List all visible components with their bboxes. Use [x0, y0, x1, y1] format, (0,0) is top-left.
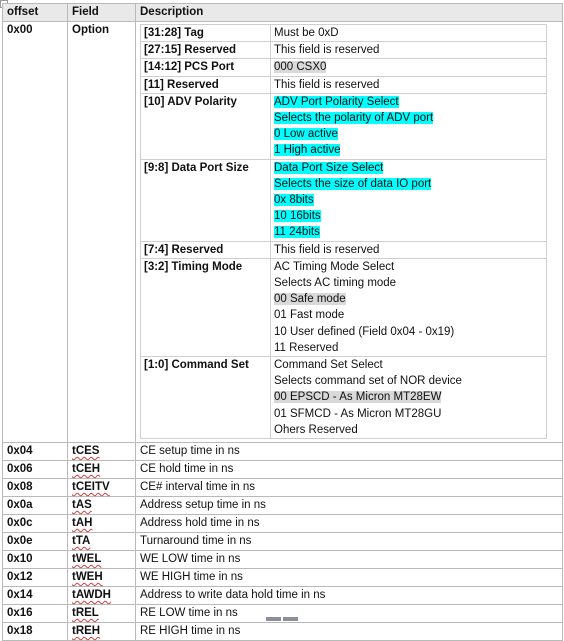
option-row — [3, 22, 563, 443]
timing-field — [68, 497, 136, 515]
timing-offset: 0x16 — [3, 605, 68, 623]
bitfield-description-line — [274, 59, 543, 75]
bitfield-description-line — [274, 208, 543, 224]
bitfield-row — [141, 357, 547, 439]
description-header: Description — [136, 4, 563, 22]
timing-offset: 0x0e — [3, 533, 68, 551]
bitfield-description-line — [274, 406, 543, 422]
timing-row-treh — [3, 623, 563, 641]
timing-row-tceh — [3, 461, 563, 479]
timing-offset: 0x18 — [3, 623, 68, 641]
timing-description: RE LOW time in ns — [136, 605, 563, 623]
bitfield-description-line — [274, 110, 543, 126]
timing-field — [68, 623, 136, 641]
timing-description: WE LOW time in ns — [136, 551, 563, 569]
bitfield-description-line — [274, 373, 543, 389]
bitfield-description-text: 11 24bits — [274, 226, 320, 239]
timing-offset: 0x12 — [3, 569, 68, 587]
option-offset: 0x00 — [3, 22, 68, 443]
bitfield-description-line — [274, 307, 543, 323]
timing-description: Address setup time in ns — [136, 497, 563, 515]
bitfield-name: [7:4] Reserved — [141, 241, 271, 258]
timing-field-text: tCES — [72, 445, 100, 458]
bitfield-name: [27:15] Reserved — [141, 42, 271, 59]
bitfield-row — [141, 241, 547, 258]
timing-field — [68, 605, 136, 623]
bitfield-description-line — [274, 94, 543, 110]
bitfield-description-text: 10 16bits — [274, 210, 321, 223]
timing-description: RE HIGH time in ns — [136, 623, 563, 641]
timing-field-text: tAS — [72, 499, 92, 512]
timing-description: CE# interval time in ns — [136, 479, 563, 497]
bitfield-description-text: 000 CSX0 — [274, 61, 327, 74]
timing-field — [68, 443, 136, 461]
option-bitfield-table — [140, 24, 547, 439]
timing-field-text: tREL — [72, 607, 99, 620]
timing-field-text: tCEH — [72, 463, 101, 476]
bitfield-name: [3:2] Timing Mode — [141, 258, 271, 356]
timing-offset: 0x06 — [3, 461, 68, 479]
bitfield-description-line — [274, 357, 543, 373]
bitfield-name: [10] ADV Polarity — [141, 93, 271, 159]
bitfield-description-line — [274, 340, 543, 356]
timing-description: Turnaround time in ns — [136, 533, 563, 551]
bitfield-description-text: Selects the size of data IO port — [274, 177, 432, 190]
bitfield-description — [271, 25, 547, 42]
bitfield-description — [271, 42, 547, 59]
bitfield-description-text: 0 Low active — [274, 128, 338, 141]
timing-field-text: tREH — [72, 625, 101, 638]
bitfield-description-line — [274, 160, 543, 176]
bitfield-row — [141, 76, 547, 93]
bitfield-description-text: This field is reserved — [274, 78, 380, 91]
timing-offset: 0x14 — [3, 587, 68, 605]
timing-row-tawdh — [3, 587, 563, 605]
timing-offset: 0x10 — [3, 551, 68, 569]
bitfield-description-text: 1 High active — [274, 144, 341, 157]
bitfield-description-text: Selects command set of NOR device — [274, 375, 462, 388]
timing-description: CE hold time in ns — [136, 461, 563, 479]
timing-description: WE HIGH time in ns — [136, 569, 563, 587]
timing-offset: 0x0c — [3, 515, 68, 533]
timing-description: Address hold time in ns — [136, 515, 563, 533]
timing-row-tas — [3, 497, 563, 515]
timing-field-text: tCEITV — [72, 481, 110, 494]
bitfield-description — [271, 76, 547, 93]
bitfield-description-line — [274, 242, 543, 258]
timing-description: Address to write data hold time in ns — [136, 587, 563, 605]
timing-field-text: tWEH — [72, 571, 103, 584]
option-description — [136, 22, 563, 443]
timing-field-text: tAH — [72, 517, 93, 530]
bitfield-row — [141, 93, 547, 159]
bitfield-description-text: Data Port Size Select — [274, 161, 384, 174]
bitfield-description-text: Selects AC timing mode — [274, 277, 397, 290]
bitfield-description-text: Command Set Select — [274, 359, 383, 372]
bitfield-description-text: 01 Fast mode — [274, 309, 345, 322]
timing-offset: 0x08 — [3, 479, 68, 497]
register-table-frame — [2, 3, 562, 641]
bitfield-description-line — [274, 224, 543, 240]
bitfield-description-text: 00 Safe mode — [274, 293, 346, 306]
timing-field — [68, 479, 136, 497]
bitfield-row — [141, 25, 547, 42]
timing-field — [68, 515, 136, 533]
bitfield-description-line — [274, 389, 543, 405]
bitfield-name: [1:0] Command Set — [141, 357, 271, 439]
timing-field — [68, 533, 136, 551]
timing-description: CE setup time in ns — [136, 443, 563, 461]
bitfield-description-text: 10 User defined (Field 0x04 - 0x19) — [274, 325, 455, 338]
bitfield-description-line — [274, 259, 543, 275]
bitfield-description-text: 01 SFMCD - As Micron MT28GU — [274, 407, 442, 420]
bitfield-description-line — [274, 42, 543, 58]
bitfield-description-line — [274, 422, 543, 438]
bitfield-description-text: Selects the polarity of ADV port — [274, 112, 434, 125]
offset-header: offset — [3, 4, 68, 22]
bitfield-description-line — [274, 291, 543, 307]
timing-row-tta — [3, 533, 563, 551]
bitfield-description-text: 11 Reserved — [274, 341, 339, 354]
table-header-row — [3, 4, 563, 22]
bitfield-description-line — [274, 77, 543, 93]
bitfield-name: [9:8] Data Port Size — [141, 159, 271, 241]
bitfield-row — [141, 258, 547, 356]
timing-field — [68, 461, 136, 479]
bitfield-row — [141, 159, 547, 241]
bitfield-name: [31:28] Tag — [141, 25, 271, 42]
timing-field — [68, 551, 136, 569]
bitfield-description-line — [274, 126, 543, 142]
timing-field-text: tWEL — [72, 553, 102, 566]
bitfield-description-text: 0x 8bits — [274, 194, 314, 207]
bitfield-description-line — [274, 25, 543, 41]
timing-field — [68, 587, 136, 605]
bitfield-description — [271, 159, 547, 241]
bitfield-description — [271, 241, 547, 258]
bitfield-description-text: 00 EPSCD - As Micron MT28EW — [274, 391, 442, 404]
timing-row-tceitv — [3, 479, 563, 497]
bitfield-description-line — [274, 142, 543, 158]
bitfield-description-text: This field is reserved — [274, 243, 380, 256]
resize-handle[interactable] — [266, 617, 298, 621]
bitfield-description — [271, 258, 547, 356]
bitfield-description-line — [274, 176, 543, 192]
timing-row-tces — [3, 443, 563, 461]
timing-row-tah — [3, 515, 563, 533]
bitfield-name: [11] Reserved — [141, 76, 271, 93]
bitfield-description-text: ADV Port Polarity Select — [274, 95, 399, 108]
bitfield-name: [14:12] PCS Port — [141, 59, 271, 76]
timing-field-text: tTA — [72, 535, 91, 548]
bitfield-description — [271, 59, 547, 76]
timing-field-text: tAWDH — [72, 589, 111, 602]
bitfield-description-line — [274, 275, 543, 291]
field-header: Field — [68, 4, 136, 22]
bitfield-description-line — [274, 192, 543, 208]
bitfield-description — [271, 357, 547, 439]
timing-offset: 0x0a — [3, 497, 68, 515]
register-table — [2, 3, 563, 641]
timing-offset: 0x04 — [3, 443, 68, 461]
bitfield-row — [141, 59, 547, 76]
bitfield-description-text: Ohers Reserved — [274, 423, 358, 436]
bitfield-row — [141, 42, 547, 59]
bitfield-description-text: Must be 0xD — [274, 27, 339, 39]
bitfield-description — [271, 93, 547, 159]
timing-field — [68, 569, 136, 587]
timing-row-twel — [3, 551, 563, 569]
option-field: Option — [68, 22, 136, 443]
timing-row-tweh — [3, 569, 563, 587]
bitfield-description-text: AC Timing Mode Select — [274, 260, 395, 273]
bitfield-description-text: This field is reserved — [274, 44, 380, 57]
bitfield-description-line — [274, 324, 543, 340]
